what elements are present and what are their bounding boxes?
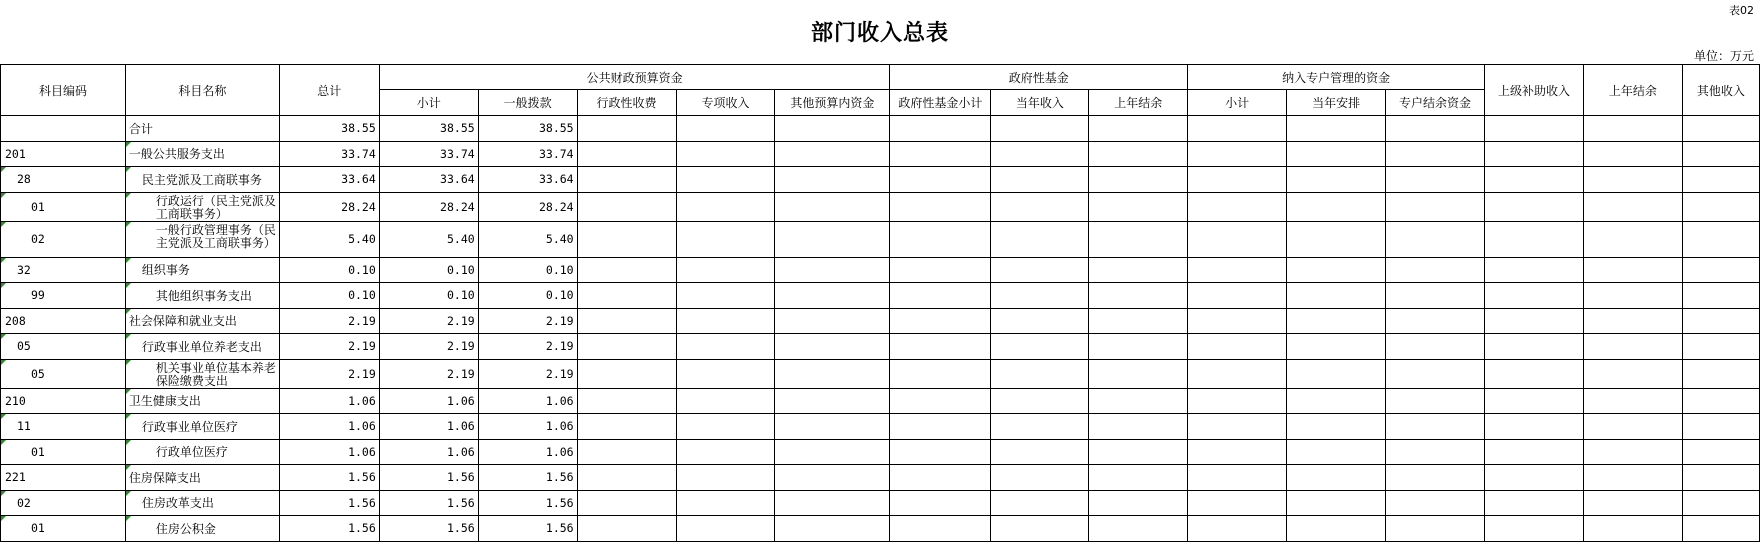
cell-total: 1.56 xyxy=(279,516,379,542)
cell-general: 33.74 xyxy=(478,141,577,167)
cell-subtotal: 1.06 xyxy=(379,414,478,440)
cell-code: 32 xyxy=(1,257,126,283)
header-admin-fees: 行政性收费 xyxy=(577,90,676,116)
table-row xyxy=(1,141,1760,167)
cell-subtotal: 2.19 xyxy=(379,359,478,388)
cell-total: 2.19 xyxy=(279,334,379,360)
cell-name: 住房保障支出 xyxy=(125,465,279,491)
cell-subtotal: 38.55 xyxy=(379,116,478,142)
cell-name: 一般行政管理事务（民主党派及工商联事务） xyxy=(125,221,279,257)
cell-total: 33.64 xyxy=(279,167,379,193)
cell-code: 28 xyxy=(1,167,126,193)
cell-general: 1.06 xyxy=(478,388,577,414)
header-other-budget: 其他预算内资金 xyxy=(775,90,890,116)
cell-name: 社会保障和就业支出 xyxy=(125,308,279,334)
header-group-special-account: 纳入专户管理的资金 xyxy=(1188,65,1485,90)
cell-code: 02 xyxy=(1,490,126,516)
header-total: 总计 xyxy=(279,65,379,116)
header-current-arrangement: 当年安排 xyxy=(1287,90,1386,116)
cell-total: 38.55 xyxy=(279,116,379,142)
cell-code xyxy=(1,116,126,142)
cell-general: 1.06 xyxy=(478,439,577,465)
cell-name: 一般公共服务支出 xyxy=(125,141,279,167)
header-general-allocation: 一般拨款 xyxy=(478,90,577,116)
header-group-gov-fund: 政府性基金 xyxy=(890,65,1188,90)
cell-general: 1.56 xyxy=(478,490,577,516)
cell-code: 01 xyxy=(1,439,126,465)
cell-code: 208 xyxy=(1,308,126,334)
table-row xyxy=(1,192,1760,221)
header-gov-fund-subtotal: 政府性基金小计 xyxy=(890,90,991,116)
cell-subtotal: 28.24 xyxy=(379,192,478,221)
cell-total: 1.56 xyxy=(279,490,379,516)
cell-total: 1.06 xyxy=(279,414,379,440)
header-code: 科目编码 xyxy=(1,65,126,116)
cell-general: 0.10 xyxy=(478,283,577,309)
cell-general: 0.10 xyxy=(478,257,577,283)
page-title: 部门收入总表 xyxy=(810,21,949,46)
table-row xyxy=(1,388,1760,414)
cell-subtotal: 0.10 xyxy=(379,257,478,283)
cell-code: 99 xyxy=(1,283,126,309)
cell-name: 民主党派及工商联事务 xyxy=(125,167,279,193)
cell-subtotal: 1.56 xyxy=(379,465,478,491)
header-special-income: 专项收入 xyxy=(676,90,775,116)
cell-total: 28.24 xyxy=(279,192,379,221)
cell-name: 行政事业单位医疗 xyxy=(125,414,279,440)
cell-name: 合计 xyxy=(125,116,279,142)
cell-general: 1.56 xyxy=(478,516,577,542)
cell-code: 201 xyxy=(1,141,126,167)
cell-general: 2.19 xyxy=(478,359,577,388)
cell-general: 2.19 xyxy=(478,308,577,334)
cell-name: 行政运行（民主党派及工商联事务） xyxy=(125,192,279,221)
header-prev-balance: 上年结余 xyxy=(1583,65,1682,116)
cell-name: 行政单位医疗 xyxy=(125,439,279,465)
table-row xyxy=(1,465,1760,491)
cell-subtotal: 1.56 xyxy=(379,490,478,516)
cell-subtotal: 1.56 xyxy=(379,516,478,542)
table-row xyxy=(1,414,1760,440)
cell-code: 221 xyxy=(1,465,126,491)
cell-total: 2.19 xyxy=(279,308,379,334)
table-row xyxy=(1,257,1760,283)
cell-total: 0.10 xyxy=(279,283,379,309)
cell-total: 2.19 xyxy=(279,359,379,388)
table-number: 表02 xyxy=(1729,4,1754,17)
header-special-subtotal: 小计 xyxy=(1188,90,1287,116)
cell-name: 其他组织事务支出 xyxy=(125,283,279,309)
cell-code: 01 xyxy=(1,516,126,542)
table-row xyxy=(1,334,1760,360)
cell-subtotal: 2.19 xyxy=(379,308,478,334)
cell-name: 卫生健康支出 xyxy=(125,388,279,414)
cell-general: 1.06 xyxy=(478,414,577,440)
cell-total: 1.06 xyxy=(279,439,379,465)
table-row xyxy=(1,167,1760,193)
header-superior-subsidy: 上级补助收入 xyxy=(1484,65,1583,116)
header-special-balance: 专户结余资金 xyxy=(1386,90,1485,116)
cell-total: 5.40 xyxy=(279,221,379,257)
header-public-subtotal: 小计 xyxy=(379,90,478,116)
unit-label: 单位：万元 xyxy=(1693,49,1754,63)
cell-name: 行政事业单位养老支出 xyxy=(125,334,279,360)
header-other-income: 其他收入 xyxy=(1682,65,1759,116)
cell-name: 机关事业单位基本养老保险缴费支出 xyxy=(125,359,279,388)
header-gov-prev-balance: 上年结余 xyxy=(1089,90,1188,116)
cell-name: 住房改革支出 xyxy=(125,490,279,516)
cell-subtotal: 1.06 xyxy=(379,439,478,465)
cell-subtotal: 2.19 xyxy=(379,334,478,360)
cell-subtotal: 1.06 xyxy=(379,388,478,414)
table-row xyxy=(1,116,1760,142)
cell-code: 210 xyxy=(1,388,126,414)
cell-name: 住房公积金 xyxy=(125,516,279,542)
table-row xyxy=(1,439,1760,465)
cell-code: 01 xyxy=(1,192,126,221)
cell-code: 05 xyxy=(1,359,126,388)
cell-subtotal: 5.40 xyxy=(379,221,478,257)
table-row xyxy=(1,221,1760,257)
table-row xyxy=(1,359,1760,388)
table-row xyxy=(1,308,1760,334)
cell-name: 组织事务 xyxy=(125,257,279,283)
cell-subtotal: 33.64 xyxy=(379,167,478,193)
income-summary-table xyxy=(0,64,1760,542)
header-name: 科目名称 xyxy=(125,65,279,116)
cell-code: 05 xyxy=(1,334,126,360)
header-current-income: 当年收入 xyxy=(991,90,1089,116)
cell-total: 1.06 xyxy=(279,388,379,414)
table-row xyxy=(1,490,1760,516)
cell-subtotal: 33.74 xyxy=(379,141,478,167)
table-row xyxy=(1,283,1760,309)
cell-general: 33.64 xyxy=(478,167,577,193)
cell-general: 1.56 xyxy=(478,465,577,491)
cell-general: 2.19 xyxy=(478,334,577,360)
table-row xyxy=(1,516,1760,542)
cell-total: 33.74 xyxy=(279,141,379,167)
cell-general: 38.55 xyxy=(478,116,577,142)
cell-general: 28.24 xyxy=(478,192,577,221)
cell-total: 1.56 xyxy=(279,465,379,491)
cell-total: 0.10 xyxy=(279,257,379,283)
cell-general: 5.40 xyxy=(478,221,577,257)
header-group-public-budget: 公共财政预算资金 xyxy=(379,65,890,90)
cell-code: 02 xyxy=(1,221,126,257)
cell-code: 11 xyxy=(1,414,126,440)
cell-subtotal: 0.10 xyxy=(379,283,478,309)
